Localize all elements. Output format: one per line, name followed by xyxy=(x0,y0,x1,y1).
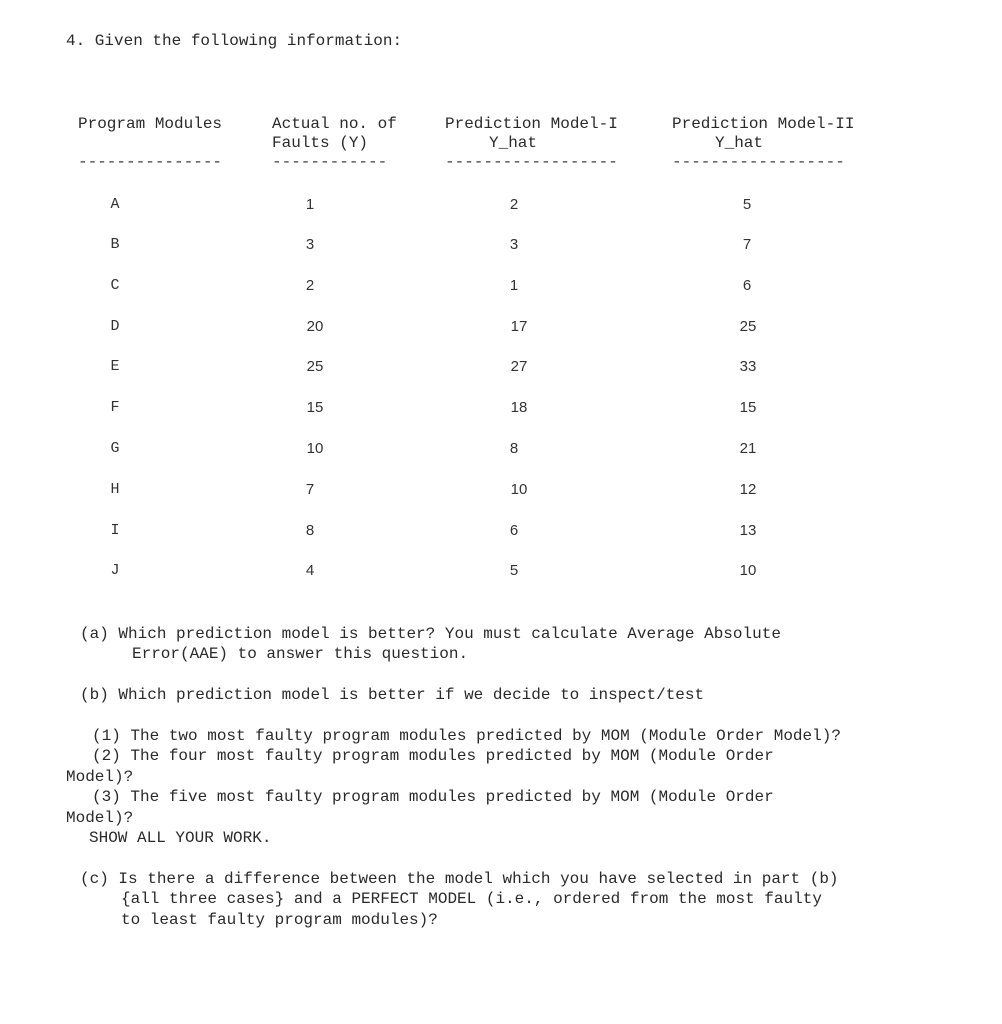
part-b-intro: (b) Which prediction model is better if we decide to inspect/test xyxy=(80,686,705,704)
cell-actual: 4 xyxy=(305,562,315,579)
cell-model1: 17 xyxy=(510,318,528,335)
cell-model2: 13 xyxy=(739,522,757,539)
cell-model1: 1 xyxy=(509,277,519,294)
part-b-show-work: SHOW ALL YOUR WORK. xyxy=(89,829,272,847)
cell-module: J xyxy=(110,562,120,579)
cell-model2: 10 xyxy=(739,562,757,579)
part-b-item2-line1: (2) The four most faulty program modules predicted by MOM (Module Order xyxy=(92,747,774,765)
header-actual-faults-line2: Faults (Y) xyxy=(272,134,369,152)
cell-module: C xyxy=(110,277,120,294)
cell-model1: 10 xyxy=(510,481,528,498)
header-program-modules: Program Modules xyxy=(78,115,223,133)
cell-model2: 15 xyxy=(739,399,757,416)
cell-module: D xyxy=(110,318,120,335)
cell-model2: 33 xyxy=(739,358,757,375)
cell-actual: 15 xyxy=(306,399,324,416)
header-model-2-yhat: Y_hat xyxy=(715,134,764,152)
part-c-line2: {all three cases} and a PERFECT MODEL (i.e., ordered from the most faulty xyxy=(121,890,822,908)
cell-module: A xyxy=(110,196,120,213)
part-c-line3: to least faulty program modules)? xyxy=(121,911,438,929)
cell-module: B xyxy=(110,236,120,253)
cell-model1: 18 xyxy=(510,399,528,416)
cell-model1: 27 xyxy=(510,358,528,375)
cell-model2: 7 xyxy=(742,236,752,253)
cell-model1: 2 xyxy=(509,196,519,213)
header-dashes-1: --------------- xyxy=(78,153,223,171)
cell-model1: 8 xyxy=(509,440,519,457)
cell-actual: 3 xyxy=(305,236,315,253)
part-c-line1: (c) Is there a difference between the model which you have selected in part (b) xyxy=(80,870,839,888)
cell-module: G xyxy=(110,440,120,457)
cell-module: I xyxy=(110,522,120,539)
cell-actual: 7 xyxy=(305,481,315,498)
part-b-item2-line2: Model)? xyxy=(66,768,134,786)
cell-model2: 25 xyxy=(739,318,757,335)
cell-module: E xyxy=(110,358,120,375)
header-dashes-4: ------------------ xyxy=(672,153,845,171)
part-b-item3-line2: Model)? xyxy=(66,809,134,827)
part-b-item1: (1) The two most faulty program modules predicted by MOM (Module Order Model)? xyxy=(92,727,841,745)
cell-model2: 6 xyxy=(742,277,752,294)
cell-model1: 3 xyxy=(509,236,519,253)
header-model-1: Prediction Model-I xyxy=(445,115,618,133)
cell-model2: 12 xyxy=(739,481,757,498)
header-model-2: Prediction Model-II xyxy=(672,115,855,133)
part-b-item3-line1: (3) The five most faulty program modules predicted by MOM (Module Order xyxy=(92,788,774,806)
header-actual-faults: Actual no. of xyxy=(272,115,397,133)
cell-actual: 8 xyxy=(305,522,315,539)
question-title: 4. Given the following information: xyxy=(66,32,403,50)
cell-actual: 1 xyxy=(305,196,315,213)
header-dashes-3: ------------------ xyxy=(445,153,618,171)
cell-actual: 20 xyxy=(306,318,324,335)
cell-module: F xyxy=(110,399,120,416)
part-a-line2: Error(AAE) to answer this question. xyxy=(132,645,469,663)
cell-model2: 5 xyxy=(742,196,752,213)
cell-model1: 6 xyxy=(509,522,519,539)
cell-actual: 25 xyxy=(306,358,324,375)
header-model-1-yhat: Y_hat xyxy=(489,134,538,152)
part-a-line1: (a) Which prediction model is better? You must calculate Average Absolute xyxy=(80,625,781,643)
header-dashes-2: ------------ xyxy=(272,153,388,171)
cell-actual: 2 xyxy=(305,277,315,294)
cell-module: H xyxy=(110,481,120,498)
cell-model2: 21 xyxy=(739,440,757,457)
cell-actual: 10 xyxy=(306,440,324,457)
cell-model1: 5 xyxy=(509,562,519,579)
